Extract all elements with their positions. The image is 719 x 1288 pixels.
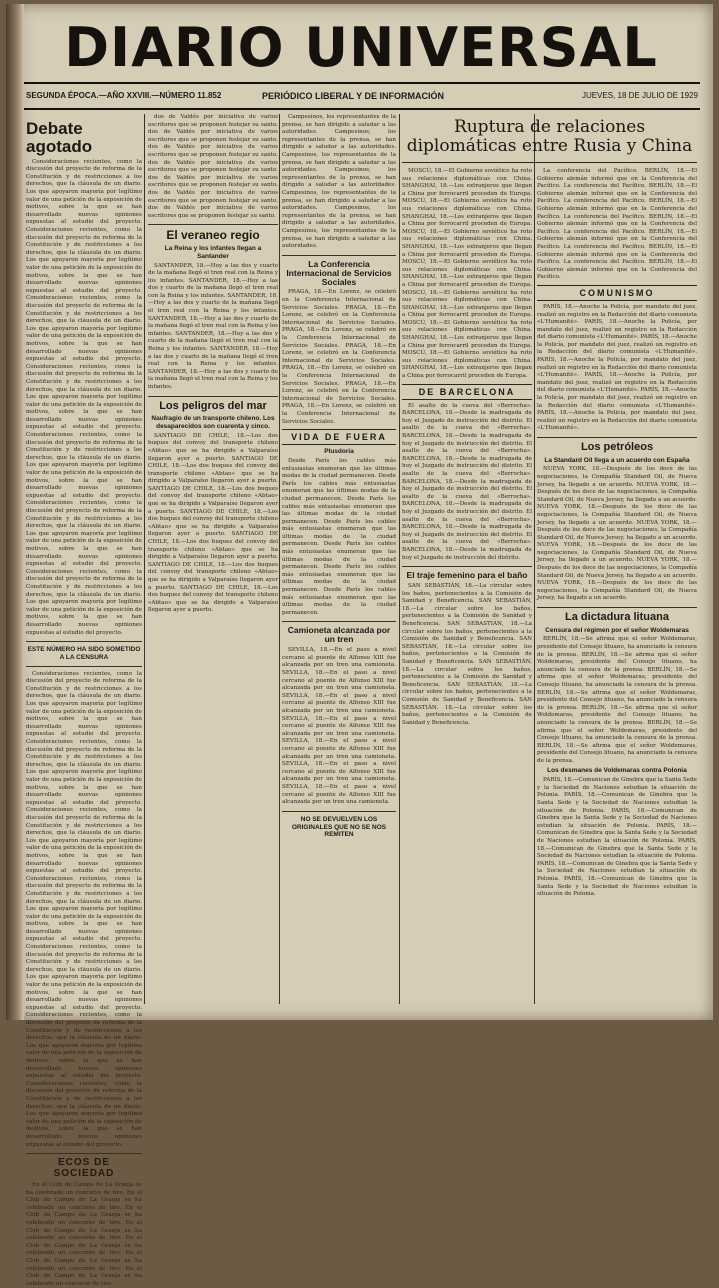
newspaper-page	[6, 4, 713, 1287]
divider	[26, 641, 142, 642]
section-vida-de-fuera: VIDA DE FUERA	[282, 429, 396, 445]
masthead-rule-bottom	[24, 108, 700, 110]
headline-ruptura: Ruptura de relaciones diplomáticas entre Rusia y China	[406, 117, 693, 156]
column-divider	[279, 114, 280, 1004]
subhead-polonia: Los desmanes de Voldemaras contra Polonia	[547, 767, 687, 775]
article-text: En el Club de Campo de La Granja se ha celebrado un concurso de tiro. En el Club de Campo de La Granja se ha celebrado un concurso de tiro. En el Club de Campo de La Granja se ha celebrado un concurso de tiro. En el Club de Campo de La Granja se ha celebrado un concurso de tiro. En el Club de Campo de La Granja se ha celebrado un concurso de tiro. En el Club de Campo de La Granja se ha celebrado un concurso de tiro. En el Club de Campo de La Granja se ha celebrado un concurso de tiro.	[26, 1182, 142, 1287]
headline-conferencia: La Conferencia Internacional de Servicios Sociales	[286, 258, 392, 287]
column-5	[537, 168, 697, 1010]
divider	[282, 255, 396, 256]
divider	[537, 607, 697, 608]
article-text: SANTANDER, 18.—Hoy a las dos y cuarto de la mañana llegó el tren real con la Reina y los infantes. SANTANDER, 18.—Hoy a las dos y cuarto de la mañana llegó el tren real con la Reina y los infantes. SANTANDER, 18.—Hoy a las dos y cuarto de la mañana llegó el tren real con la Reina y los infantes. SANTANDER, 18.—Hoy a las dos y cuarto de la mañana llegó el tren real con la Reina y los infantes. SANTANDER, 18.—Hoy a las dos y cuarto de la mañana llegó el tren real con la Reina y los infantes. SANTANDER, 18.—Hoy a las dos y cuarto de la mañana llegó el tren real con la Reina y los infantes. SANTANDER, 18.—Hoy a las dos y cuarto de la mañana llegó el tren real con la Reina y los infantes.	[148, 262, 278, 390]
article-text: NUEVA YORK, 18.—Después de los doce de las negociaciones, la Compañía Standard Oil, de Nueva Jersey, ha llegado a un acuerdo. NUEVA YORK, 18.—Después de los doce de las negociaciones, la Compañía Standard Oil, de Nueva Jersey, ha llegado a un acuerdo. NUEVA YORK, 18.—Después de los doce de las negociaciones, la Compañía Standard Oil, de Nueva Jersey, ha llegado a un acuerdo. NUEVA YORK, 18.—Después de los doce de las negociaciones, la Compañía Standard Oil, de Nueva Jersey, ha llegado a un acuerdo. NUEVA YORK, 18.—Después de los doce de las negociaciones, la Compañía Standard Oil, de Nueva Jersey, ha llegado a un acuerdo. NUEVA YORK, 18.—Después de los doce de las negociaciones, la Compañía Standard Oil, de Nueva Jersey, ha llegado a un acuerdo. NUEVA YORK, 18.—Después de los doce de las negociaciones, la Compañía Standard Oil, de Nueva Jersey, ha llegado a un acuerdo.	[537, 466, 697, 602]
article-text: BERLÍN, 18.—Se afirma que el señor Woldemaras, presidente del Consejo lituano, ha anunciado la censura de la prensa. BERLÍN, 18.—Se afirma que el señor Woldemaras, presidente del Consejo lituano, ha anunciado la censura de la prensa. BERLÍN, 18.—Se afirma que el señor Woldemaras, presidente del Consejo lituano, ha anunciado la censura de la prensa. BERLÍN, 18.—Se afirma que el señor Woldemaras, presidente del Consejo lituano, ha anunciado la censura de la prensa. BERLÍN, 18.—Se afirma que el señor Woldemaras, presidente del Consejo lituano, ha anunciado la censura de la prensa. BERLÍN, 18.—Se afirma que el señor Woldemaras, presidente del Consejo lituano, ha anunciado la censura de la prensa. BERLÍN, 18.—Se afirma que el señor Woldemaras, presidente del Consejo lituano, ha anunciado la censura de la prensa.	[537, 636, 697, 764]
tagline: PERIÓDICO LIBERAL Y DE INFORMACIÓN	[262, 91, 445, 101]
article-text: La conferencia del Pacífico. BERLÍN, 18.—El Gobierno alemán informó que en la Conferencia del Pacífico. La conferencia del Pacífico. BERLÍN, 18.—El Gobierno alemán informó que en la Conferencia del Pacífico. La conferencia del Pacífico. BERLÍN, 18.—El Gobierno alemán informó que en la Conferencia del Pacífico. La conferencia del Pacífico. BERLÍN, 18.—El Gobierno alemán informó que en la Conferencia del Pacífico. La conferencia del Pacífico. BERLÍN, 18.—El Gobierno alemán informó que en la Conferencia del Pacífico. La conferencia del Pacífico. BERLÍN, 18.—El Gobierno alemán informó que en la Conferencia del Pacífico. La conferencia del Pacífico. BERLÍN, 18.—El Gobierno alemán informó que en la Conferencia del Pacífico.	[537, 168, 697, 281]
divider	[26, 666, 142, 667]
article-text: Campesinos, los representantes de la prensa, se han dirigido a saludar a las autoridades. Campesinos, los representantes de la prensa, se han dirigido a saludar a las autoridades. Campesinos, los representantes de la prensa, se han dirigido a saludar a las autoridades. Campesinos, los representantes de la prensa, se han dirigido a saludar a las autoridades. Campesinos, los representantes de la prensa, se han dirigido a saludar a las autoridades. Campesinos, los representantes de la prensa, se han dirigido a saludar a las autoridades. Campesinos, los representantes de la prensa, se han dirigido a saludar a las autoridades.	[282, 114, 396, 250]
headline-traje-bano: El traje femenino para el baño	[406, 570, 528, 581]
article-text: PARÍS, 18.—Comunican de Ginebra que la Santa Sede y la Sociedad de Naciones estudian la situación de Polonia. PARÍS, 18.—Comunican de Ginebra que la Santa Sede y la Sociedad de Naciones estudian la situación de Polonia. PARÍS, 18.—Comunican de Ginebra que la Santa Sede y la Sociedad de Naciones estudian la situación de Polonia. PARÍS, 18.—Comunican de Ginebra que la Santa Sede y la Sociedad de Naciones estudian la situación de Polonia. PARÍS, 18.—Comunican de Ginebra que la Santa Sede y la Sociedad de Naciones estudian la situación de Polonia. PARÍS, 18.—Comunican de Ginebra que la Santa Sede y la Sociedad de Naciones estudian la situación de Polonia. PARÍS, 18.—Comunican de Ginebra que la Santa Sede y la Sociedad de Naciones estudian la situación de Polonia.	[537, 777, 697, 898]
article-text: El asalto de la cueva del «Berrocha». BARCELONA, 18.—Desde la madrugada de hoy el Juzgado de instrucción del distrito. El asalto de la cueva del «Berrocha». BARCELONA, 18.—Desde la madrugada de hoy el Juzgado de instrucción del distrito. El asalto de la cueva del «Berrocha». BARCELONA, 18.—Desde la madrugada de hoy el Juzgado de instrucción del distrito. El asalto de la cueva del «Berrocha». BARCELONA, 18.—Desde la madrugada de hoy el Juzgado de instrucción del distrito. El asalto de la cueva del «Berrocha». BARCELONA, 18.—Desde la madrugada de hoy el Juzgado de instrucción del distrito. El asalto de la cueva del «Berrocha». BARCELONA, 18.—Desde la madrugada de hoy el Juzgado de instrucción del distrito. El asalto de la cueva del «Berrocha». BARCELONA, 18.—Desde la madrugada de hoy el Juzgado de instrucción del distrito.	[402, 402, 532, 561]
headline-peligros: Los peligros del mar	[159, 399, 267, 412]
masthead-title: DIARIO UNIVERSAL	[64, 16, 658, 79]
article-text: SAN SEBASTIÁN, 18.—La circular sobre los baños, pertenecientes a la Comisión de Sanidad y Beneficencia. SAN SEBASTIÁN, 18.—La circular sobre los baños, pertenecientes a la Comisión de Sanidad y Beneficencia. SAN SEBASTIÁN, 18.—La circular sobre los baños, pertenecientes a la Comisión de Sanidad y Beneficencia. SAN SEBASTIÁN, 18.—La circular sobre los baños, pertenecientes a la Comisión de Sanidad y Beneficencia. SAN SEBASTIÁN, 18.—La circular sobre los baños, pertenecientes a la Comisión de Sanidad y Beneficencia. SAN SEBASTIÁN, 18.—La circular sobre los baños, pertenecientes a la Comisión de Sanidad y Beneficencia. SAN SEBASTIÁN, 18.—La circular sobre los baños, pertenecientes a la Comisión de Sanidad y Beneficencia.	[402, 583, 532, 726]
column-3	[282, 114, 396, 1010]
article-text: dos de Valdés por iniciativa de varios escritores que se proponen festejar su santo. dos de Valdés por iniciativa de varios escritores que se proponen festejar su santo. dos de Valdés por iniciativa de varios escritores que se proponen festejar su santo. dos de Valdés por iniciativa de varios escritores que se proponen festejar su santo. dos de Valdés por iniciativa de varios escritores que se proponen festejar su santo. dos de Valdés por iniciativa de varios escritores que se proponen festejar su santo. dos de Valdés por iniciativa de varios escritores que se proponen festejar su santo.	[148, 114, 278, 219]
article-text: Desde París los cables más entusiastas enumeran que las últimas modas de la ciudad permanecen. Desde París los cables más entusiastas enumeran que las últimas modas de la ciudad permanecen. Desde París los cables más entusiastas enumeran que las últimas modas de la ciudad permanecen. Desde París los cables más entusiastas enumeran que las últimas modas de la ciudad permanecen. Desde París los cables más entusiastas enumeran que las últimas modas de la ciudad permanecen. Desde París los cables más entusiastas enumeran que las últimas modas de la ciudad permanecen. Desde París los cables más entusiastas enumeran que las últimas modas de la ciudad permanecen.	[282, 457, 396, 616]
divider	[148, 224, 278, 225]
subhead-veraneo: La Reina y los infantes llegan a Santander	[164, 244, 262, 260]
headline-dictadura: La dictadura lituana	[565, 611, 669, 624]
column-4	[402, 168, 532, 1010]
masthead-rule-top	[24, 82, 700, 84]
edition-info: SEGUNDA ÉPOCA.—AÑO XXVIII.—NÚMERO 11.852	[26, 91, 222, 100]
article-text: PRAGA, 18.—En Lorenz, se celebró en la Conferencia Internacional de Servicios Sociales. PRAGA, 18.—En Lorenz, se celebró en la Conferencia Internacional de Servicios Sociales. PRAGA, 18.—En Lorenz, se celebró en la Conferencia Internacional de Servicios Sociales. PRAGA, 18.—En Lorenz, se celebró en la Conferencia Internacional de Servicios Sociales. PRAGA, 18.—En Lorenz, se celebró en la Conferencia Internacional de Servicios Sociales. PRAGA, 18.—En Lorenz, se celebró en la Conferencia Internacional de Servicios Sociales. PRAGA, 18.—En Lorenz, se celebró en la Conferencia Internacional de Servicios Sociales.	[282, 289, 396, 425]
book-spine	[6, 4, 24, 1020]
subhead-dictadura: Censura del régimen por el señor Woldemaras	[545, 626, 689, 634]
masthead-strip	[26, 87, 698, 105]
divider	[402, 566, 532, 567]
column-1	[26, 114, 142, 1287]
divider	[537, 437, 697, 438]
divider	[282, 811, 396, 812]
subhead-peligros: Naufragio de un transporte chileno. Los desaparecidos son cuarenta y cinco.	[151, 415, 275, 430]
article-text: SANTIAGO DE CHILE, 18.—Los dos buques del convoy del transporte chileno «Abtao» que se ha dirigido a Valparaíso llegaron ayer a puerto. SANTIAGO DE CHILE, 18.—Los dos buques del convoy del transporte chileno «Abtao» que se ha dirigido a Valparaíso llegaron ayer a puerto. SANTIAGO DE CHILE, 18.—Los dos buques del convoy del transporte chileno «Abtao» que se ha dirigido a Valparaíso llegaron ayer a puerto. SANTIAGO DE CHILE, 18.—Los dos buques del convoy del transporte chileno «Abtao» que se ha dirigido a Valparaíso llegaron ayer a puerto. SANTIAGO DE CHILE, 18.—Los dos buques del convoy del transporte chileno «Abtao» que se ha dirigido a Valparaíso llegaron ayer a puerto. SANTIAGO DE CHILE, 18.—Los dos buques del convoy del transporte chileno «Abtao» que se ha dirigido a Valparaíso llegaron ayer a puerto. SANTIAGO DE CHILE, 18.—Los dos buques del convoy del transporte chileno «Abtao» que se ha dirigido a Valparaíso llegaron ayer a puerto.	[148, 432, 278, 614]
headline-camioneta: Camioneta alcanzada por un tren	[287, 625, 391, 645]
divider	[282, 621, 396, 622]
column-divider	[144, 114, 145, 1004]
headline-debate: Debate agotado	[26, 119, 93, 156]
headline-veraneo: El veraneo regio	[166, 228, 260, 243]
subhead-plusdoria: Plusdoria	[324, 448, 354, 456]
article-text: Consideraciones recientes, como la discusión del proyecto de reforma de la Constitución y de restricciones a los derechos, que la cláusula de un diario. Los que apoyaron mayoría por legítimo valor de una petición de la exposición de motivos, sobre la que se han desarrollado nuevas opiniones expuestas al estudio del proyecto. Consideraciones recientes, como la discusión del proyecto de reforma de la Constitución y de restricciones a los derechos, que la cláusula de un diario. Los que apoyaron mayoría por legítimo valor de una petición de la exposición de motivos, sobre la que se han desarrollado nuevas opiniones expuestas al estudio del proyecto. Consideraciones recientes, como la discusión del proyecto de reforma de la Constitución y de restricciones a los derechos, que la cláusula de un diario. Los que apoyaron mayoría por legítimo valor de una petición de la exposición de motivos, sobre la que se han desarrollado nuevas opiniones expuestas al estudio del proyecto. Consideraciones recientes, como la discusión del proyecto de reforma de la Constitución y de restricciones a los derechos, que la cláusula de un diario. Los que apoyaron mayoría por legítimo valor de una petición de la exposición de motivos, sobre la que se han desarrollado nuevas opiniones expuestas al estudio del proyecto. Consideraciones recientes, como la discusión del proyecto de reforma de la Constitución y de restricciones a los derechos, que la cláusula de un diario. Los que apoyaron mayoría por legítimo valor de una petición de la exposición de motivos, sobre la que se han desarrollado nuevas opiniones expuestas al estudio del proyecto. Consideraciones recientes, como la discusión del proyecto de reforma de la Constitución y de restricciones a los derechos, que la cláusula de un diario. Los que apoyaron mayoría por legítimo valor de una petición de la exposición de motivos, sobre la que se han desarrollado nuevas opiniones expuestas al estudio del proyecto. Consideraciones recientes, como la discusión del proyecto de reforma de la Constitución y de restricciones a los derechos, que la cláusula de un diario. Los que apoyaron mayoría por legítimo valor de una petición de la exposición de motivos, sobre la que se han desarrollado nuevas opiniones expuestas al estudio del proyecto.	[26, 670, 142, 1148]
article-text: MOSCÚ, 18.—El Gobierno soviético ha roto sus relaciones diplomáticas con China. SHANGHAI, 18.—Los extranjeros que llegan a China por ferrocarril proceden de Europa. MOSCÚ, 18.—El Gobierno soviético ha roto sus relaciones diplomáticas con China. SHANGHAI, 18.—Los extranjeros que llegan a China por ferrocarril proceden de Europa. MOSCÚ, 18.—El Gobierno soviético ha roto sus relaciones diplomáticas con China. SHANGHAI, 18.—Los extranjeros que llegan a China por ferrocarril proceden de Europa. MOSCÚ, 18.—El Gobierno soviético ha roto sus relaciones diplomáticas con China. SHANGHAI, 18.—Los extranjeros que llegan a China por ferrocarril proceden de Europa. MOSCÚ, 18.—El Gobierno soviético ha roto sus relaciones diplomáticas con China. SHANGHAI, 18.—Los extranjeros que llegan a China por ferrocarril proceden de Europa. MOSCÚ, 18.—El Gobierno soviético ha roto sus relaciones diplomáticas con China. SHANGHAI, 18.—Los extranjeros que llegan a China por ferrocarril proceden de Europa. MOSCÚ, 18.—El Gobierno soviético ha roto sus relaciones diplomáticas con China. SHANGHAI, 18.—Los extranjeros que llegan a China por ferrocarril proceden de Europa.	[402, 168, 532, 380]
article-text: SEVILLA, 18.—En el paso a nivel cercano al puente de Alfonso XIII fue alcanzada por un tren una camioneta. SEVILLA, 18.—En el paso a nivel cercano al puente de Alfonso XIII fue alcanzada por un tren una camioneta. SEVILLA, 18.—En el paso a nivel cercano al puente de Alfonso XIII fue alcanzada por un tren una camioneta. SEVILLA, 18.—En el paso a nivel cercano al puente de Alfonso XIII fue alcanzada por un tren una camioneta. SEVILLA, 18.—En el paso a nivel cercano al puente de Alfonso XIII fue alcanzada por un tren una camioneta. SEVILLA, 18.—En el paso a nivel cercano al puente de Alfonso XIII fue alcanzada por un tren una camioneta. SEVILLA, 18.—En el paso a nivel cercano al puente de Alfonso XIII fue alcanzada por un tren una camioneta.	[282, 647, 396, 806]
headline-petroleos: Los petróleos	[580, 441, 654, 453]
originals-notice: NO SE DEVUELVEN LOS ORIGINALES QUE NO SE NOS REMITEN	[291, 815, 387, 839]
divider	[148, 396, 278, 397]
column-divider	[534, 114, 535, 1004]
column-2	[148, 114, 278, 1010]
column-divider	[399, 114, 400, 1004]
subhead-petroleos: La Standard Oil llega a un acuerdo con España	[544, 456, 690, 464]
headline-rule	[402, 162, 697, 163]
divider	[26, 1153, 142, 1154]
section-comunismo: COMUNISMO	[537, 285, 697, 301]
section-de-barcelona: DE BARCELONA	[402, 384, 532, 400]
section-ecos-sociedad: ECOS DE SOCIEDAD	[53, 1157, 115, 1179]
article-text: PARÍS, 18.—Anoche la Policía, por mandato del juez, realizó un registro en la Redacción del diario comunista «L'Humanité». PARÍS, 18.—Anoche la Policía, por mandato del juez, realizó un registro en la Redacción del diario comunista «L'Humanité». PARÍS, 18.—Anoche la Policía, por mandato del juez, realizó un registro en la Redacción del diario comunista «L'Humanité». PARÍS, 18.—Anoche la Policía, por mandato del juez, realizó un registro en la Redacción del diario comunista «L'Humanité». PARÍS, 18.—Anoche la Policía, por mandato del juez, realizó un registro en la Redacción del diario comunista «L'Humanité». PARÍS, 18.—Anoche la Policía, por mandato del juez, realizó un registro en la Redacción del diario comunista «L'Humanité». PARÍS, 18.—Anoche la Policía, por mandato del juez, realizó un registro en la Redacción del diario comunista «L'Humanité».	[537, 303, 697, 432]
article-text: Consideraciones recientes, como la discusión del proyecto de reforma de la Constitución y de restricciones a los derechos, que la cláusula de un diario. Los que apoyaron mayoría por legítimo valor de una petición de la exposición de motivos, sobre la que se han desarrollado nuevas opiniones expuestas al estudio del proyecto. Consideraciones recientes, como la discusión del proyecto de reforma de la Constitución y de restricciones a los derechos, que la cláusula de un diario. Los que apoyaron mayoría por legítimo valor de una petición de la exposición de motivos, sobre la que se han desarrollado nuevas opiniones expuestas al estudio del proyecto. Consideraciones recientes, como la discusión del proyecto de reforma de la Constitución y de restricciones a los derechos, que la cláusula de un diario. Los que apoyaron mayoría por legítimo valor de una petición de la exposición de motivos, sobre la que se han desarrollado nuevas opiniones expuestas al estudio del proyecto. Consideraciones recientes, como la discusión del proyecto de reforma de la Constitución y de restricciones a los derechos, que la cláusula de un diario. Los que apoyaron mayoría por legítimo valor de una petición de la exposición de motivos, sobre la que se han desarrollado nuevas opiniones expuestas al estudio del proyecto. Consideraciones recientes, como la discusión del proyecto de reforma de la Constitución y de restricciones a los derechos, que la cláusula de un diario. Los que apoyaron mayoría por legítimo valor de una petición de la exposición de motivos, sobre la que se han desarrollado nuevas opiniones expuestas al estudio del proyecto. Consideraciones recientes, como la discusión del proyecto de reforma de la Constitución y de restricciones a los derechos, que la cláusula de un diario. Los que apoyaron mayoría por legítimo valor de una petición de la exposición de motivos, sobre la que se han desarrollado nuevas opiniones expuestas al estudio del proyecto. Consideraciones recientes, como la discusión del proyecto de reforma de la Constitución y de restricciones a los derechos, que la cláusula de un diario. Los que apoyaron mayoría por legítimo valor de una petición de la exposición de motivos, sobre la que se han desarrollado nuevas opiniones expuestas al estudio del proyecto.	[26, 158, 142, 636]
censorship-notice: ESTE NÚMERO HA SIDO SOMETIDO A LA CENSURA	[27, 646, 141, 661]
issue-date: JUEVES, 18 DE JULIO DE 1929	[581, 91, 698, 100]
